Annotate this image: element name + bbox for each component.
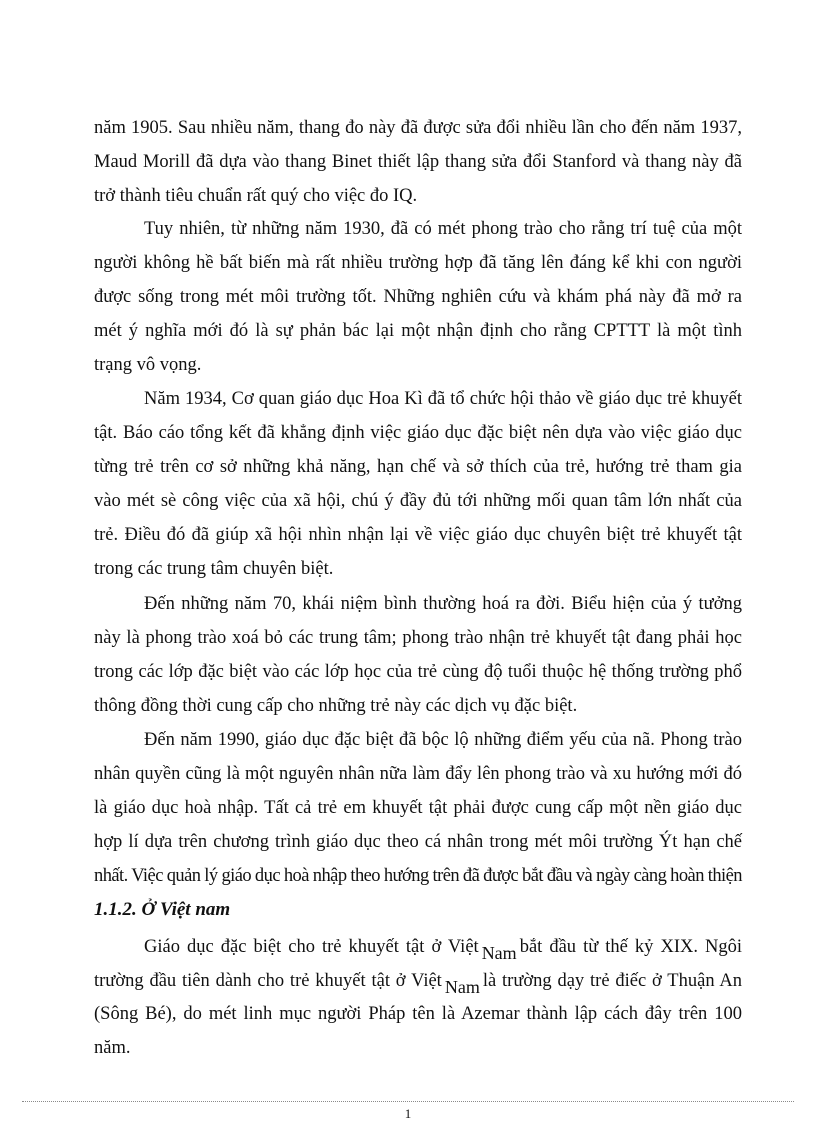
text-line: Tuy nhiên, từ những năm 1930, đã có mét phong trào cho rằng trí tuệ của một [144,219,742,239]
text-line: nhân quyền cũng là một nguyên nhân nữa làm đẩy lên phong trào và xu hướng mới đó [94,764,742,784]
text-line: trẻ. Điều đó đã giúp xã hội nhìn nhận lại về việc giáo dục chuyên biệt trẻ khuyết tật [94,525,742,545]
section-heading: 1.1.2. Ở Việt nam [94,899,231,920]
text-line: người không hề bất biến mà rất nhiều trường hợp đã tăng lên đáng kể khi con người [94,253,742,273]
text-line: mét ý nghĩa mới đó là sự phản bác lại một nhận định cho rằng CPTTT là một tình [94,321,742,341]
page-number: 1 [404,1106,412,1121]
text-segment: trường đầu tiên dành cho trẻ khuyết tật ở Việt [94,971,442,991]
text-line: thông đồng thời cung cấp cho những trẻ này các dịch vụ đặc biệt. [94,696,578,716]
text-line: nhất. Việc quản lý giáo dục hoà nhập theo hướng trên đã được bắt đầu và ngày càng hoàn thiện [94,866,742,886]
text-line: Maud Morill đã dựa vào thang Binet thiết lập thang sửa đổi Stanford và thang này đã [94,152,742,172]
text-line: vào mét sè công việc của xã hội, chú ý đầy đủ tới những mối quan tâm lớn nhất của [94,491,742,511]
text-line: năm. [94,1038,131,1058]
text-line: trong các lớp đặc biệt vào các lớp học của trẻ cùng độ tuổi thuộc hệ thống trường phổ [94,662,742,682]
text-line: được sống trong mét môi trường tốt. Những nghiên cứu và khám phá này đã mở ra [94,287,742,307]
text-segment: là trường dạy trẻ điếc ở Thuận An [482,971,742,991]
footer-divider [22,1101,794,1102]
text-line: này là phong trào xoá bỏ các trung tâm; phong trào nhận trẻ khuyết tật đang phải học [94,628,742,648]
text-line [94,963,742,997]
text-line: (Sông Bé), do mét linh mục người Pháp tên là Azemar thành lập cách đây trên 100 [94,1004,742,1024]
text-line: trong các trung tâm chuyên biệt. [94,559,334,579]
text-line: Đến năm 1990, giáo dục đặc biệt đã bộc lộ những điểm yếu của nã. Phong trào [144,730,742,750]
text-line [144,929,742,963]
text-line: Năm 1934, Cơ quan giáo dục Hoa Kì đã tổ chức hội thảo về giáo dục trẻ khuyết [144,389,742,409]
text-line: tật. Báo cáo tổng kết đã khẳng định việc giáo dục đặc biệt nên dựa vào việc giáo dục [94,423,742,443]
subscript-text: Nam [481,943,517,963]
text-line: hợp lí dựa trên chương trình giáo dục theo cá nhân trong mét môi trường Ýt hạn chế [94,832,742,852]
text-line: là giáo dục hoà nhập. Tất cả trẻ em khuyết tật phải được cung cấp một nền giáo dục [94,798,742,818]
text-line: từng trẻ trên cơ sở những khả năng, hạn chế và sở thích của trẻ, hướng trẻ tham gia [94,457,742,477]
text-segment: bắt đầu từ thế kỷ XIX. Ngôi [519,937,742,957]
text-line: Đến những năm 70, khái niệm bình thường hoá ra đời. Biểu hiện của ý tưởng [144,594,742,614]
subscript-text: Nam [444,977,480,997]
text-line: trạng vô vọng. [94,355,202,375]
text-segment: Giáo dục đặc biệt cho trẻ khuyết tật ở Việt [144,937,479,957]
text-line: trở thành tiêu chuẩn rất quý cho việc đo IQ. [94,186,418,206]
text-line: năm 1905. Sau nhiều năm, thang đo này đã được sửa đổi nhiều lần cho đến năm 1937, [94,118,742,138]
